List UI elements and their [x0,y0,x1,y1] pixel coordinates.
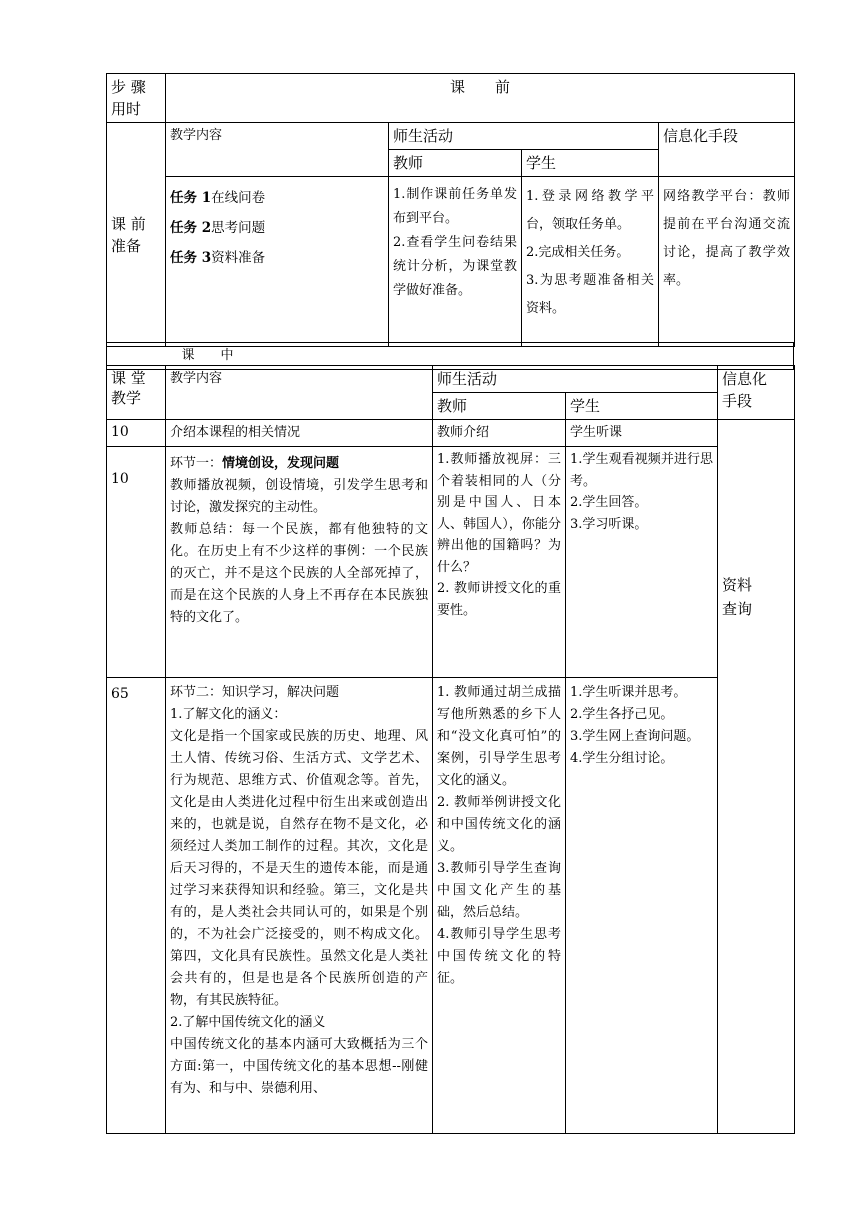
row-teacher: 1.教师播放视屏：三个着装相同的人（分别是中国人、日本人、韩国人），你能分辨出他的国籍吗？为什么？ 2. 教师讲授文化的重要性。 [433,447,566,678]
table-row [107,420,795,447]
task-item: 任务 3资料准备 [170,250,266,266]
pre-activity-header: 师生活动 [389,123,659,150]
row-body: 1.了解文化的涵义： 文化是指一个国家或民族的历史、地理、风土人情、传统习俗、生活方式、文学艺术、行为规范、思维方式、价值观念等。首先，文化是由人类进化过程中衍生出来或创造出来的，也就是说，自然存在物不是文化，必须经过人类加工制作的过程。其次，文化是后天习得的，不是天生的遗传本能，而是通过学习来获得知识和经验。第三，文化是共有的，是人类社会共同认可的，如果是个别的，不为社会广泛接受的，则不构成文化。第四，文化具有民族性。虽然文化是人类社会共有的，但是也是各个民族所创造的产物，有其民族特征。 2.了解中国传统文化的涵义 中国传统文化的基本内涵可大致概括为三个方面:第一，中国传统文化的基本思想--刚健有为、和与中、崇德利用、 [170,707,428,1096]
mid-activity-header: 师生活动 [433,366,718,393]
table-row [107,447,795,678]
task-item: 任务 2思考问题 [170,220,266,236]
row-time: 10 [107,447,166,678]
row-teacher: 教师介绍 [433,420,566,447]
pre-teacher-header: 教师 [389,150,522,177]
row-content [166,678,433,1134]
in-class-section-label: 课 堂 教学 [107,366,166,420]
pre-tech-header: 信息化手段 [659,123,795,177]
row-content: 介绍本课程的相关情况 [166,420,433,447]
row-student: 1.学生听课并思考。 2.学生各抒己见。 3.学生网上查询问题。 4.学生分组讨论。 [566,678,718,1134]
pre-teacher-activity: 1.制作课前任务单发布到平台。 2.查看学生问卷结果统计分析，为课堂教学做好准备。 [389,177,522,347]
pre-task-list [166,177,389,347]
mid-tech-header: 信息化 手段 [718,366,795,420]
step-time-label: 步 骤 用时 [107,74,166,123]
pre-content-header: 教学内容 [166,123,389,177]
table-row [107,678,795,1134]
row-time: 10 [107,420,166,447]
mid-student-header: 学生 [566,393,718,420]
row-teacher: 1. 教师通过胡兰成描写他所熟悉的乡下人和“没文化真可怕”的案例，引导学生思考文化的涵义。 2. 教师举例讲授文化和中国传统文化的涵义。 3.教师引导学生查询中国文化产生的基础，然后总结。 4.教师引导学生思考中国传统文化的特征。 [433,678,566,1134]
task-item: 任务 1在线问卷 [170,190,266,206]
pre-student-header: 学生 [522,150,659,177]
row-content [166,447,433,678]
row-student: 学生听课 [566,420,718,447]
pre-student-activity: 1.登录网络教学平台，领取任务单。 2.完成相关任务。 3.为思考题准备相关资料。 [522,177,659,347]
mid-content-header: 教学内容 [166,366,433,420]
pre-class-section-label: 课 前 准备 [107,123,166,347]
row-time: 65 [107,678,166,1134]
in-class-table [106,365,795,1134]
mid-teacher-header: 教师 [433,393,566,420]
pre-tech-text: 网络教学平台：教师提前在平台沟通交流讨论，提高了教学效率。 [659,177,795,347]
row-body: 教师播放视频，创设情境，引发学生思考和讨论，激发探究的主动性。 教师总结：每一个民族，都有他独特的文化。在历史上有不少这样的事例：一个民族的灭亡，并不是这个民族的人全部死掉了，而是在这个民族的人身上不再存在本民族独特的文化了。 [170,478,428,625]
pre-class-title: 课 前 [166,74,795,123]
row-heading: 环节二：知识学习，解决问题 [170,685,340,700]
in-class-title: 课 中 [166,343,794,370]
row-student: 1.学生观看视频并进行思考。 2.学生回答。 3.学习听课。 [566,447,718,678]
row-heading: 环节一：情境创设，发现问题 [170,456,340,471]
mid-tech-text: 资料 查询 [718,420,795,1134]
pre-class-table [106,73,795,347]
